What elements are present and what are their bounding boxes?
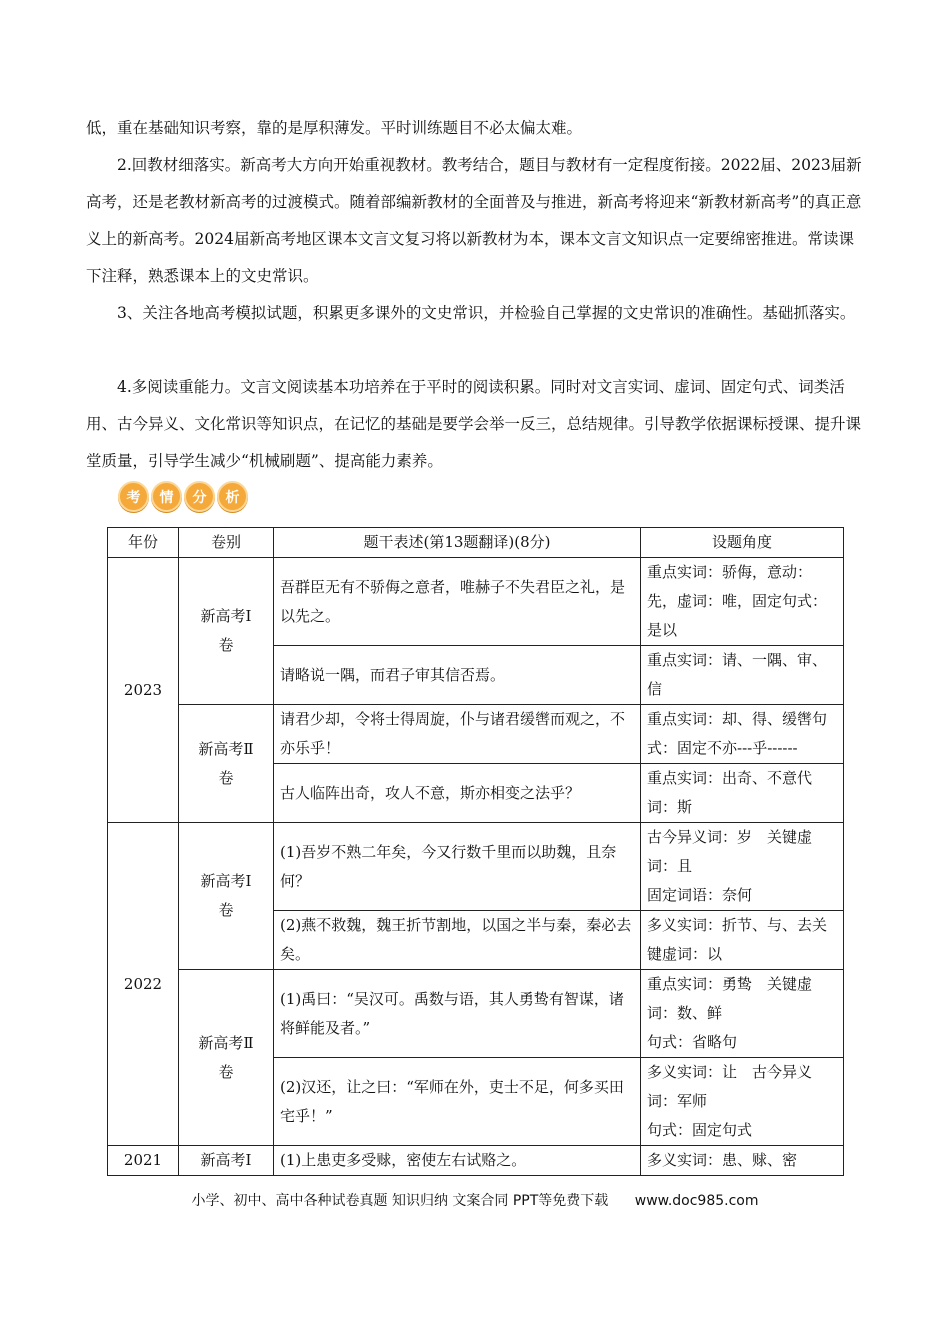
- paper-cell: 新高考Ⅱ卷: [179, 970, 274, 1146]
- footer-url[interactable]: www.doc985.com: [634, 1193, 759, 1209]
- angle-line: 句式：省略句: [647, 1033, 738, 1051]
- angle-cell: [641, 970, 844, 1058]
- table-row: [108, 823, 844, 911]
- paper-cell: 新高考Ⅰ卷: [179, 558, 274, 705]
- question-cell: (2)汉还，让之曰：“军师在外，吏士不足，何多买田宅乎！”: [274, 1058, 641, 1146]
- footer-text: 小学、初中、高中各种试卷真题 知识归纳 文案合同 PPT等免费下载: [191, 1193, 609, 1209]
- header-year: 年份: [108, 528, 179, 558]
- exam-analysis-banner: [118, 481, 248, 511]
- angle-cell: 重点实词：却、得、缓辔句式：固定不亦---乎------: [641, 705, 844, 764]
- question-cell: (1)禹曰：“吴汉可。禹数与语，其人勇鸷有智谋，诸将鲜能及者。”: [274, 970, 641, 1058]
- table-row: [108, 558, 844, 646]
- angle-line: 多义实词：让 古今异义词：军师: [647, 1063, 813, 1110]
- angle-cell: [641, 823, 844, 911]
- paragraph-4: 4.多阅读重能力。文言文阅读基本功培养在于平时的阅读积累。同时对文言实词、虚词、固定句式、词类活用、古今异义、文化常识等知识点，在记忆的基础是要学会举一反三，总结规律。引导教学依据课标授课、提升课堂质量，引导学生减少“机械刷题”、提高能力素养。: [86, 378, 862, 470]
- angle-line: 固定词语：奈何: [647, 886, 753, 904]
- table-row: [108, 1146, 844, 1176]
- paragraph-3: 3、关注各地高考模拟试题，积累更多课外的文史常识，并检验自己掌握的文史常识的准确性。基础抓落实。: [117, 304, 856, 322]
- year-cell: 2022: [108, 823, 179, 1146]
- header-paper: 卷别: [179, 528, 274, 558]
- angle-line: 古今异义词：岁 关键虚词：且: [647, 828, 813, 875]
- table-row: [108, 970, 844, 1058]
- question-cell: (1)上患吏多受赇，密使左右试赂之。: [274, 1146, 641, 1176]
- paragraph-2: 2.回教材细落实。新高考大方向开始重视教材。教考结合，题目与教材有一定程度衔接。2022届、2023届新高考，还是老教材新高考的过渡模式。随着部编新教材的全面普及与推进，新高考将迎来“新教材新高考”的真正意义上的新高考。2024届新高考地区课本文言文复习将以新教材为本，课本文言文知识点一定要绵密推进。常读课下注释，熟悉课本上的文史常识。: [86, 156, 862, 285]
- year-cell: 2021: [108, 1146, 179, 1176]
- paragraph-1: 低，重在基础知识考察，靠的是厚积薄发。平时训练题目不必太偏太难。: [86, 119, 583, 137]
- question-cell: 请君少却，令将士得周旋，仆与诸君缓辔而观之，不亦乐乎！: [274, 705, 641, 764]
- angle-cell: [641, 1058, 844, 1146]
- page-footer: [0, 1190, 950, 1210]
- question-cell: 古人临阵出奇，攻人不意，斯亦相变之法乎？: [274, 764, 641, 823]
- banner-char: 情: [151, 481, 182, 512]
- angle-cell: 重点实词：请、一隅、审、信: [641, 646, 844, 705]
- paper-cell: 新高考Ⅰ: [179, 1146, 274, 1176]
- question-cell: (2)燕不救魏，魏王折节割地，以国之半与秦，秦必去矣。: [274, 911, 641, 970]
- banner-char: 分: [184, 481, 215, 512]
- angle-cell: 多义实词：折节、与、去关键虚词：以: [641, 911, 844, 970]
- banner-char: 析: [217, 481, 248, 512]
- banner-char: 考: [118, 481, 149, 512]
- angle-cell: 重点实词：出奇、不意代词：斯: [641, 764, 844, 823]
- angle-line: 句式：固定句式: [647, 1121, 753, 1139]
- angle-line: 重点实词：勇鸷 关键虚词：数、鲜: [647, 975, 813, 1022]
- table-row: [108, 705, 844, 764]
- paper-cell: 新高考Ⅰ卷: [179, 823, 274, 970]
- paper-cell: 新高考Ⅱ卷: [179, 705, 274, 823]
- header-question: 题干表述(第13题翻译)(8分): [274, 528, 641, 558]
- table-header-row: [108, 528, 844, 558]
- angle-cell: 重点实词：骄侮，意动：先，虚词：唯，固定句式：是以: [641, 558, 844, 646]
- header-angle: 设题角度: [641, 528, 844, 558]
- question-cell: (1)吾岁不熟二年矣，今又行数千里而以助魏，且奈何？: [274, 823, 641, 911]
- year-cell: 2023: [108, 558, 179, 823]
- angle-cell: 多义实词：患、赇、密: [641, 1146, 844, 1176]
- question-cell: 吾群臣无有不骄侮之意者，唯赫子不失君臣之礼，是以先之。: [274, 558, 641, 646]
- question-cell: 请略说一隅，而君子审其信否焉。: [274, 646, 641, 705]
- exam-analysis-table: [107, 527, 844, 1176]
